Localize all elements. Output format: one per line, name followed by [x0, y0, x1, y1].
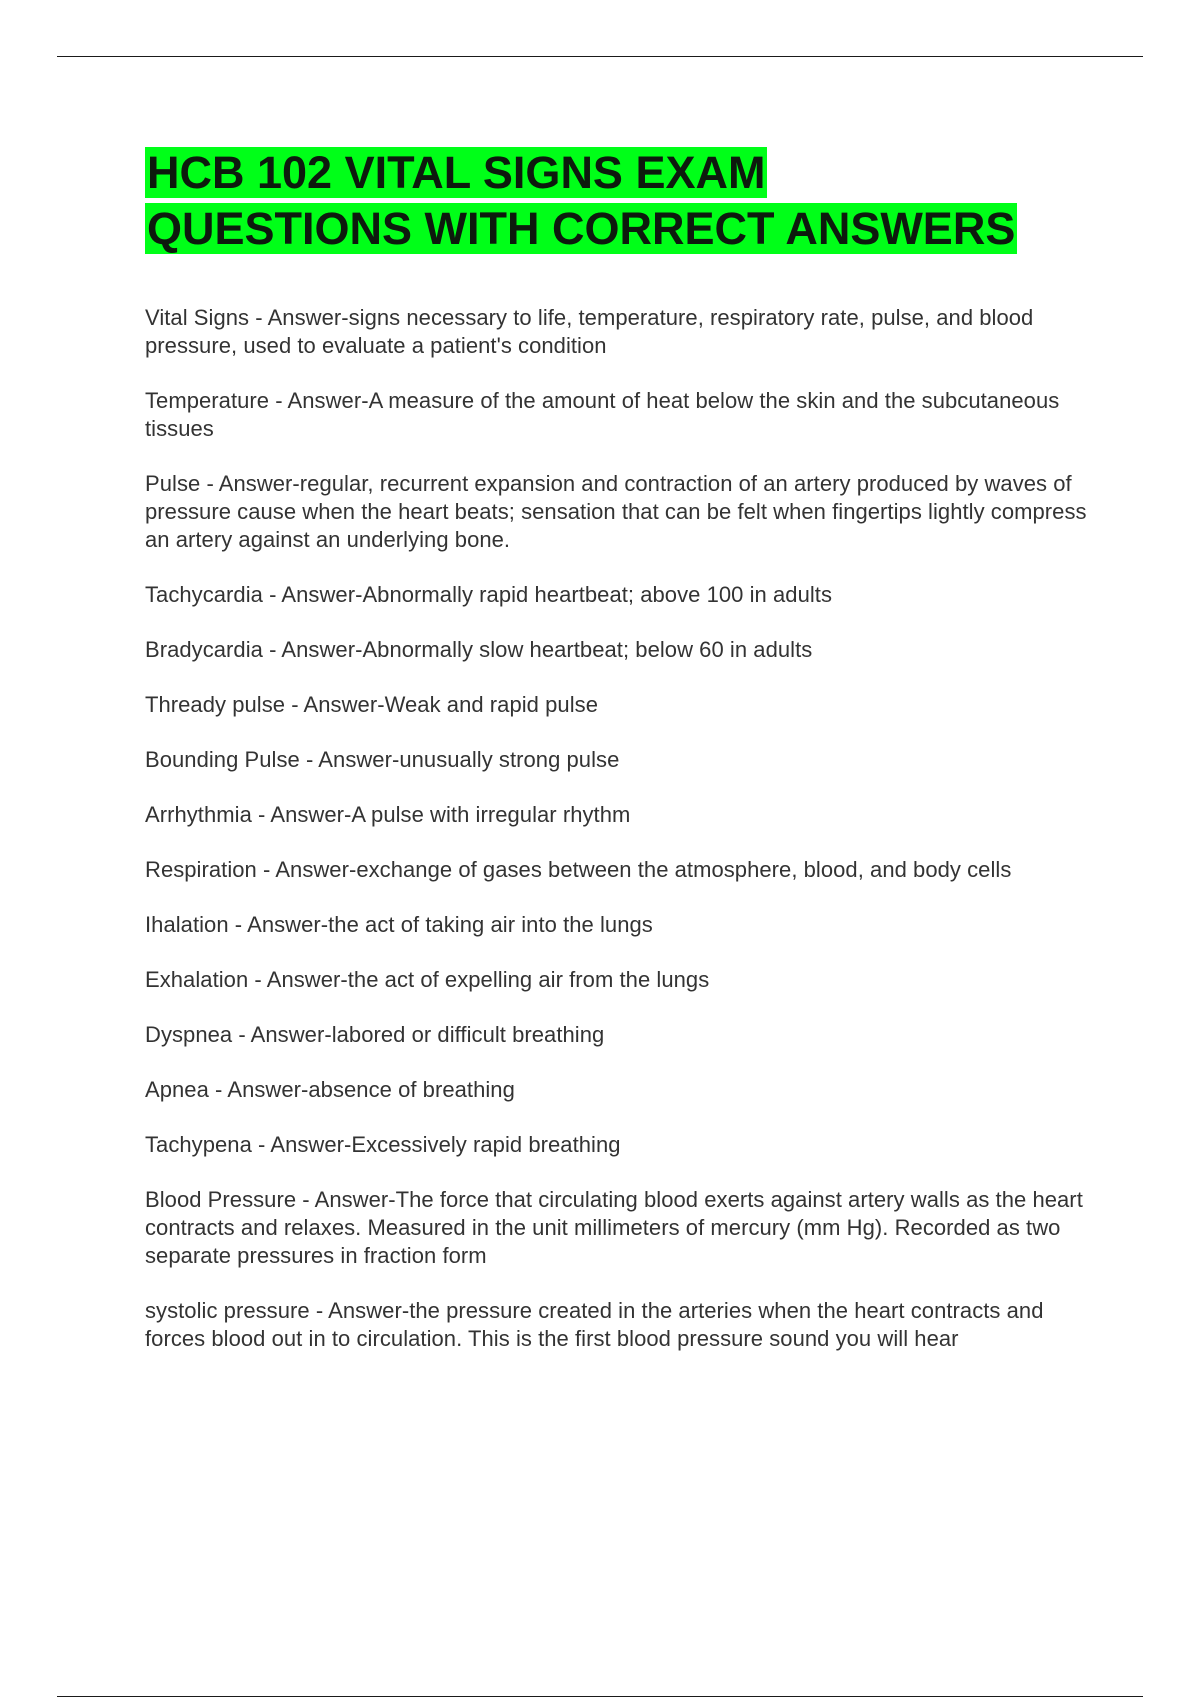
qa-item-exhalation: Exhalation - Answer-the act of expelling air from the lungs — [145, 967, 710, 992]
qa-item-tachycardia: Tachycardia - Answer-Abnormally rapid heartbeat; above 100 in adults — [145, 582, 832, 607]
page-bottom-rule — [57, 1696, 1143, 1697]
qa-item-bradycardia: Bradycardia - Answer-Abnormally slow heartbeat; below 60 in adults — [145, 637, 813, 662]
page-top-rule — [57, 56, 1143, 57]
qa-item-apnea: Apnea - Answer-absence of breathing — [145, 1077, 515, 1102]
qa-item-blood-pressure: Blood Pressure - Answer-The force that circulating blood exerts against artery walls as the heart contracts and relaxes. Measured in the unit millimeters of mercury (mm Hg). Recorded as two separate pressures in fraction form — [145, 1187, 1083, 1268]
qa-item-thready-pulse: Thready pulse - Answer-Weak and rapid pulse — [145, 692, 598, 717]
qa-item-pulse: Pulse - Answer-regular, recurrent expansion and contraction of an artery produced by waves of pressure cause when the heart beats; sensation that can be felt when fingertips lightly compress an artery against an underlying bone. — [145, 471, 1087, 552]
qa-item-bounding-pulse: Bounding Pulse - Answer-unusually strong pulse — [145, 747, 620, 772]
document-title — [145, 145, 1090, 257]
qa-item-vital-signs: Vital Signs - Answer-signs necessary to life, temperature, respiratory rate, pulse, and blood pressure, used to evaluate a patient's condition — [145, 305, 1034, 358]
qa-list — [145, 304, 1090, 1353]
document-body — [145, 145, 1090, 1380]
qa-item-inhalation: Ihalation - Answer-the act of taking air into the lungs — [145, 912, 653, 937]
title-line-1: HCB 102 VITAL SIGNS EXAM — [147, 147, 766, 198]
title-line-2: QUESTIONS WITH CORRECT ANSWERS — [147, 203, 1016, 254]
qa-item-tachypnea: Tachypena - Answer-Excessively rapid breathing — [145, 1132, 621, 1157]
qa-item-dyspnea: Dyspnea - Answer-labored or difficult breathing — [145, 1022, 605, 1047]
qa-item-temperature: Temperature - Answer-A measure of the amount of heat below the skin and the subcutaneous tissues — [145, 388, 1060, 441]
qa-item-respiration: Respiration - Answer-exchange of gases between the atmosphere, blood, and body cells — [145, 857, 1012, 882]
qa-item-arrhythmia: Arrhythmia - Answer-A pulse with irregular rhythm — [145, 802, 631, 827]
qa-item-systolic-pressure: systolic pressure - Answer-the pressure created in the arteries when the heart contracts and forces blood out in to circulation. This is the first blood pressure sound you will hear — [145, 1298, 1044, 1351]
